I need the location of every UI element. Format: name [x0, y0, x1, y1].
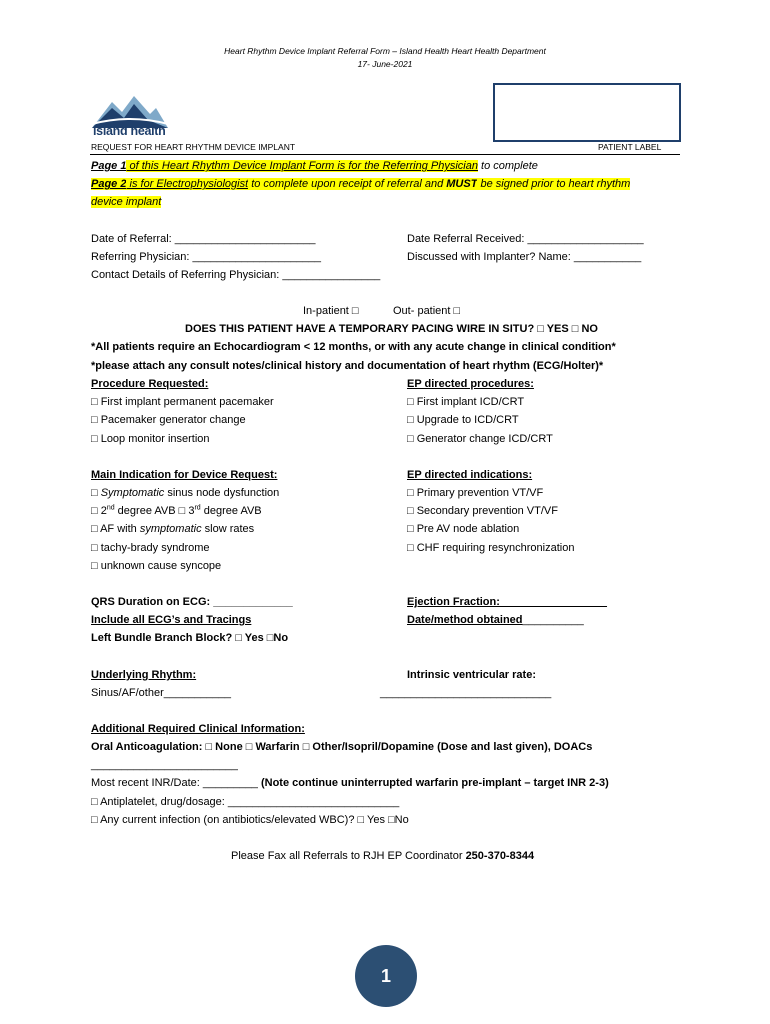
anticoagulation-field[interactable]: ________________________: [91, 759, 238, 771]
ep-indication-option[interactable]: □ Secondary prevention VT/VF: [407, 505, 558, 517]
date-received-field[interactable]: Date Referral Received: ___________________: [407, 233, 644, 245]
echo-note: *All patients require an Echocardiogram < 12 months, or with any acute change in clinical condition*: [91, 341, 616, 353]
pacing-wire-question[interactable]: DOES THIS PATIENT HAVE A TEMPORARY PACING WIRE IN SITU? □ YES □ NO: [185, 323, 598, 335]
contact-details-field[interactable]: Contact Details of Referring Physician: ________________: [91, 269, 381, 281]
date-of-referral-field[interactable]: Date of Referral: _______________________: [91, 233, 316, 245]
lbbb-question[interactable]: Left Bundle Branch Block? □ Yes □No: [91, 632, 289, 644]
ep-indication-option[interactable]: □ Primary prevention VT/VF: [407, 487, 544, 499]
indication-option[interactable]: □ 2nd degree AVB □ 3rd degree AVB: [91, 504, 262, 517]
form-header-date: 17- June-2021: [357, 59, 413, 69]
attach-note: *please attach any consult notes/clinical history and documentation of heart rhythm (ECG/Holter)*: [91, 360, 604, 372]
procedure-option[interactable]: □ First implant permanent pacemaker: [91, 396, 274, 408]
intro-page1: Page 1 of this Heart Rhythm Device Implant Form is for the Referring Physician to complete: [91, 160, 538, 172]
patient-label-caption: PATIENT LABEL: [598, 142, 662, 152]
procedure-option[interactable]: □ Loop monitor insertion: [91, 433, 210, 445]
indication-option[interactable]: □ tachy-brady syndrome: [91, 542, 210, 554]
form-header-title: Heart Rhythm Device Implant Referral Form – Island Health Heart Health Department: [224, 46, 546, 56]
discussed-with-field[interactable]: Discussed with Implanter? Name: ___________: [407, 251, 642, 263]
page-number-badge: 1: [355, 945, 417, 1007]
qrs-duration-field[interactable]: QRS Duration on ECG: _____________: [91, 596, 293, 608]
underlying-rhythm-heading: Underlying Rhythm:: [91, 669, 197, 681]
form-title: REQUEST FOR HEART RHYTHM DEVICE IMPLANT: [91, 142, 296, 152]
ejection-fraction-field[interactable]: Ejection Fraction: _________________: [407, 596, 607, 608]
intrinsic-rate-field[interactable]: ____________________________: [380, 687, 552, 699]
referring-physician-field[interactable]: Referring Physician: _____________________: [91, 251, 321, 263]
indication-option[interactable]: □ Symptomatic sinus node dysfunction: [91, 487, 280, 499]
indication-option[interactable]: □ unknown cause syncope: [91, 560, 222, 572]
island-health-logo: [90, 90, 170, 140]
infection-question[interactable]: □ Any current infection (on antibiotics/elevated WBC)? □ Yes □No: [91, 814, 409, 826]
logo-text: island health: [93, 124, 166, 138]
inr-field[interactable]: Most recent INR/Date: _________ (Note continue uninterrupted warfarin pre-implant – target INR 2-3): [91, 777, 609, 789]
outpatient-checkbox[interactable]: Out- patient □: [393, 305, 461, 317]
procedure-option[interactable]: □ Pacemaker generator change: [91, 414, 246, 426]
antiplatelet-field[interactable]: □ Antiplatelet, drug/dosage: ____________________________: [91, 796, 400, 808]
inpatient-checkbox[interactable]: In-patient □: [303, 305, 359, 317]
ep-indications-heading: EP directed indications:: [407, 469, 533, 481]
anticoagulation-options[interactable]: Oral Anticoagulation: □ None □ Warfarin □ Other/Isopril/Dopamine (Dose and last given), DOACs: [91, 741, 593, 753]
ep-indication-option[interactable]: □ CHF requiring resynchronization: [407, 542, 575, 554]
patient-label-box: [493, 83, 681, 142]
indication-heading: Main Indication for Device Request:: [91, 469, 278, 481]
ep-procedure-option[interactable]: □ Upgrade to ICD/CRT: [407, 414, 519, 426]
title-divider: [90, 154, 680, 155]
underlying-rhythm-field[interactable]: Sinus/AF/other___________: [91, 687, 232, 699]
intrinsic-rate-heading: Intrinsic ventricular rate:: [407, 669, 536, 681]
procedure-heading: Procedure Requested:: [91, 378, 209, 390]
include-ecg-note: Include all ECG’s and Tracings: [91, 614, 252, 626]
intro-page2: Page 2 is for Electrophysiologist to complete upon receipt of referral and MUST be signed prior to heart rhythm: [91, 178, 631, 190]
ep-indication-option[interactable]: □ Pre AV node ablation: [407, 523, 520, 535]
clinical-info-heading: Additional Required Clinical Information:: [91, 723, 305, 735]
ep-procedure-option[interactable]: □ First implant ICD/CRT: [407, 396, 525, 408]
fax-instruction: Please Fax all Referrals to RJH EP Coordinator 250-370-8344: [231, 850, 535, 862]
ep-procedure-option[interactable]: □ Generator change ICD/CRT: [407, 433, 553, 445]
intro-page2-cont: device implant: [91, 196, 162, 208]
date-method-field[interactable]: Date/method obtained__________: [407, 614, 584, 626]
indication-option[interactable]: □ AF with symptomatic slow rates: [91, 523, 255, 535]
ep-procedures-heading: EP directed procedures:: [407, 378, 534, 390]
